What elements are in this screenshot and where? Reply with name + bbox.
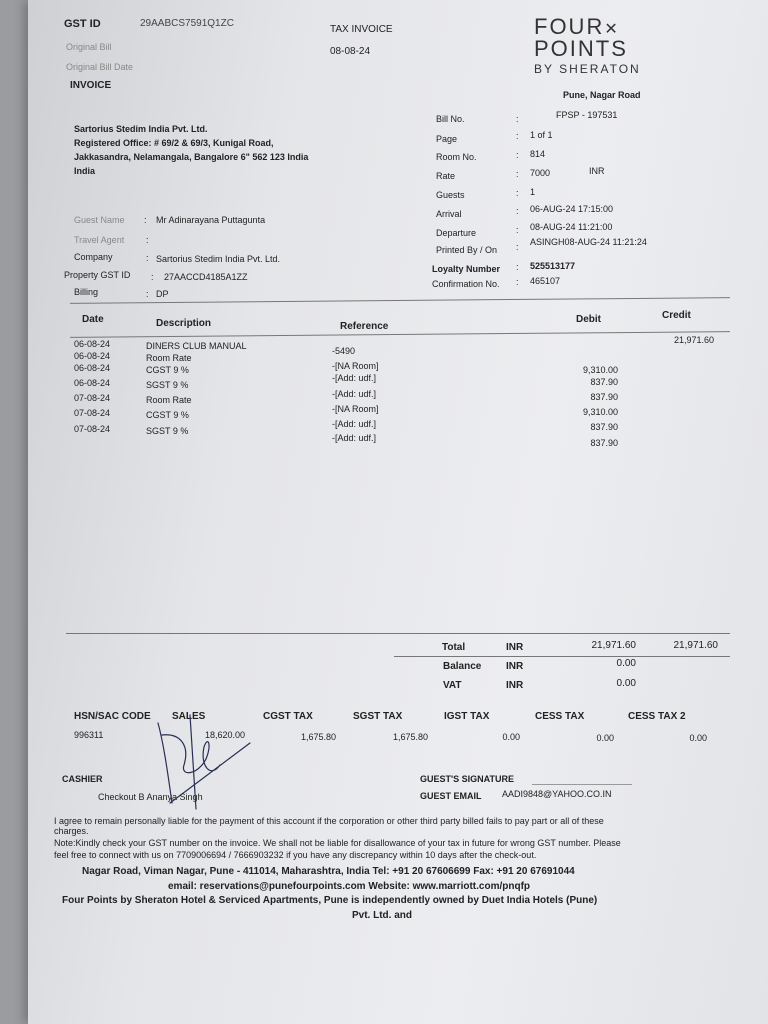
rate-currency: INR <box>589 166 605 176</box>
vat-value: 0.00 <box>616 678 636 689</box>
ownership-line2: Pvt. Ltd. and <box>352 910 412 921</box>
billto-country: India <box>74 166 96 176</box>
tax-col-cess: CESS TAX <box>535 711 585 722</box>
page-value: 1 of 1 <box>530 130 553 140</box>
row-description: Room Rate <box>146 395 192 405</box>
row-debit: 837.90 <box>590 377 618 387</box>
guest-signature-line <box>532 784 632 785</box>
tax-col-hsn: HSN/SAC CODE <box>74 711 151 722</box>
disclaimer-line1: I agree to remain personally liable for the payment of this account if the corporation or other third party billed fails to pay part or all of these <box>54 816 604 826</box>
gst-label: GST ID <box>64 18 101 30</box>
guest-name-label: Guest Name <box>74 215 125 225</box>
room-no-label: Room No. <box>436 152 477 162</box>
logo-points: POINTS <box>534 36 628 61</box>
property-gst-value: 27AACCD4185A1ZZ <box>164 272 248 282</box>
departure-value: 08-AUG-24 11:21:00 <box>530 222 613 232</box>
guest-signature-label: GUEST'S SIGNATURE <box>420 774 514 784</box>
page-label: Page <box>436 134 458 144</box>
loyalty-label: Loyalty Number <box>432 264 501 274</box>
row-reference: -[Add: udf.] <box>332 419 377 429</box>
room-no: 814 <box>530 149 546 159</box>
row-date: 06-08-24 <box>74 378 111 388</box>
col-description: Description <box>156 318 212 329</box>
checkout-by: Checkout B Ananya Singh <box>98 792 203 802</box>
total-label: Total <box>442 642 466 653</box>
billto-company: Sartorius Stedim India Pvt. Ltd. <box>74 124 208 134</box>
billing-label: Billing <box>74 287 99 297</box>
logo-four: FOUR✕ <box>534 14 620 39</box>
confirmation-label: Confirmation No. <box>432 279 500 289</box>
balance-currency: INR <box>506 661 524 672</box>
original-bill-date-label: Original Bill Date <box>66 62 134 72</box>
bill-no-label: Bill No. <box>436 114 465 124</box>
disclaimer-line2: charges. <box>54 826 89 836</box>
property-gst-label: Property GST ID <box>64 270 131 280</box>
row-description: SGST 9 % <box>146 426 189 436</box>
guest-email-label: GUEST EMAIL <box>420 791 482 801</box>
company-value: Sartorius Stedim India Pvt. Ltd. <box>156 254 281 264</box>
billto-address2: Jakkasandra, Nelamangala, Bangalore 6" 562 123 India <box>74 152 309 162</box>
row-date: 07-08-24 <box>74 408 111 418</box>
hotel-location: Pune, Nagar Road <box>563 90 641 100</box>
guest-email: AADI9848@YAHOO.CO.IN <box>502 789 612 799</box>
printed-value: ASINGH08-AUG-24 11:21:24 <box>530 237 647 247</box>
row-debit: 837.90 <box>590 392 618 402</box>
logo-mark-icon: ✕ <box>604 21 620 38</box>
totals-top-rule <box>66 633 730 634</box>
vat-currency: INR <box>506 680 524 691</box>
hotel-email-website: email: reservations@punefourpoints.com Website: www.marriott.com/pnqfp <box>168 881 531 892</box>
rate-value: 7000 <box>530 168 551 178</box>
row-date: 06-08-24 <box>74 351 111 361</box>
row-description: CGST 9 % <box>146 365 189 375</box>
tax-val-cess: 0.00 <box>596 733 614 743</box>
tax-col-sgst: SGST TAX <box>353 711 403 722</box>
row-date: 06-08-24 <box>74 363 111 373</box>
col-debit: Debit <box>576 314 601 325</box>
row-reference: -5490 <box>332 346 356 356</box>
row-date: 06-08-24 <box>74 339 111 349</box>
cashier-label: CASHIER <box>62 774 103 784</box>
row-debit: 9,310.00 <box>582 365 618 375</box>
rate-label: Rate <box>436 171 456 181</box>
billto-address1: Registered Office: # 69/2 & 69/3, Kunigal Road, <box>74 138 274 148</box>
original-bill-label: Original Bill <box>66 42 112 52</box>
tax-val-sales: 18,620.00 <box>204 730 245 740</box>
row-reference: -[NA Room] <box>332 404 379 414</box>
row-description: CGST 9 % <box>146 410 189 420</box>
row-reference: -[Add: udf.] <box>332 373 377 383</box>
tax-col-igst: IGST TAX <box>444 711 490 722</box>
ownership-line1: Four Points by Sheraton Hotel & Serviced Apartments, Pune is independently owned by Duet India Hotels (Pune) <box>62 895 598 906</box>
company-label: Company <box>74 252 113 262</box>
doc-date: 08-08-24 <box>330 46 371 57</box>
arrival-label: Arrival <box>436 209 462 219</box>
tax-val-hsn: 996311 <box>74 730 104 740</box>
balance-label: Balance <box>443 661 482 672</box>
note-line2: feel free to connect with us on 7709006694 / 7666903232 if you have any discrepancy within 10 days after the check-out. <box>54 850 537 860</box>
tax-val-igst: 0.00 <box>502 732 520 742</box>
tax-col-sales: SALES <box>172 711 206 722</box>
confirmation-value: 465107 <box>530 276 561 286</box>
row-reference: -[Add: udf.] <box>332 389 377 399</box>
gst-value: 29AABCS7591Q1ZC <box>140 18 234 29</box>
billing-value: DP <box>156 289 169 299</box>
guests-label: Guests <box>436 190 465 200</box>
row-description: Room Rate <box>146 353 192 363</box>
balance-value: 0.00 <box>616 658 636 669</box>
vat-label: VAT <box>443 680 462 691</box>
travel-agent-label: Travel Agent <box>74 235 125 245</box>
invoice-label: INVOICE <box>70 80 112 91</box>
total-credit: 21,971.60 <box>673 640 718 651</box>
loyalty-value: 525513177 <box>530 261 576 271</box>
row-credit: 21,971.60 <box>673 335 714 345</box>
logo-by-sheraton: BY SHERATON <box>534 62 641 76</box>
tax-col-cess2: CESS TAX 2 <box>628 711 686 722</box>
tax-val-cess2: 0.00 <box>689 733 707 743</box>
row-reference: -[NA Room] <box>332 361 379 371</box>
row-description: DINERS CLUB MANUAL <box>146 341 247 351</box>
arrival-value: 06-AUG-24 17:15:00 <box>530 204 614 214</box>
row-date: 07-08-24 <box>74 424 111 434</box>
departure-label: Departure <box>436 228 477 238</box>
col-reference: Reference <box>340 321 389 332</box>
totals-rule <box>394 656 730 657</box>
row-reference: -[Add: udf.] <box>332 433 377 443</box>
total-debit: 21,971.60 <box>591 640 636 651</box>
row-debit: 9,310.00 <box>582 407 618 417</box>
row-description: SGST 9 % <box>146 380 189 390</box>
row-debit: 837.90 <box>590 422 618 432</box>
tax-val-cgst: 1,675.80 <box>300 732 336 742</box>
printed-label: Printed By / On <box>436 245 498 255</box>
hotel-address: Nagar Road, Viman Nagar, Pune - 411014, Maharashtra, India Tel: +91 20 67606699 Fax: +91 20 67691044 <box>82 866 575 877</box>
cashier-signature <box>150 705 260 815</box>
guests-value: 1 <box>530 187 536 197</box>
bill-no: FPSP - 197531 <box>556 110 618 120</box>
doc-title: TAX INVOICE <box>330 24 393 35</box>
col-credit: Credit <box>662 310 691 321</box>
tax-col-cgst: CGST TAX <box>263 711 313 722</box>
col-date: Date <box>82 314 104 325</box>
tax-val-sgst: 1,675.80 <box>392 732 428 742</box>
note-line1: Note:Kindly check your GST number on the invoice. We shall not be liable for disallowance of your tax in future for wrong GST number. Please <box>54 838 621 848</box>
row-date: 07-08-24 <box>74 393 111 403</box>
guest-name: Mr Adinarayana Puttagunta <box>156 215 266 225</box>
total-currency: INR <box>506 642 524 653</box>
row-debit: 837.90 <box>590 438 618 448</box>
